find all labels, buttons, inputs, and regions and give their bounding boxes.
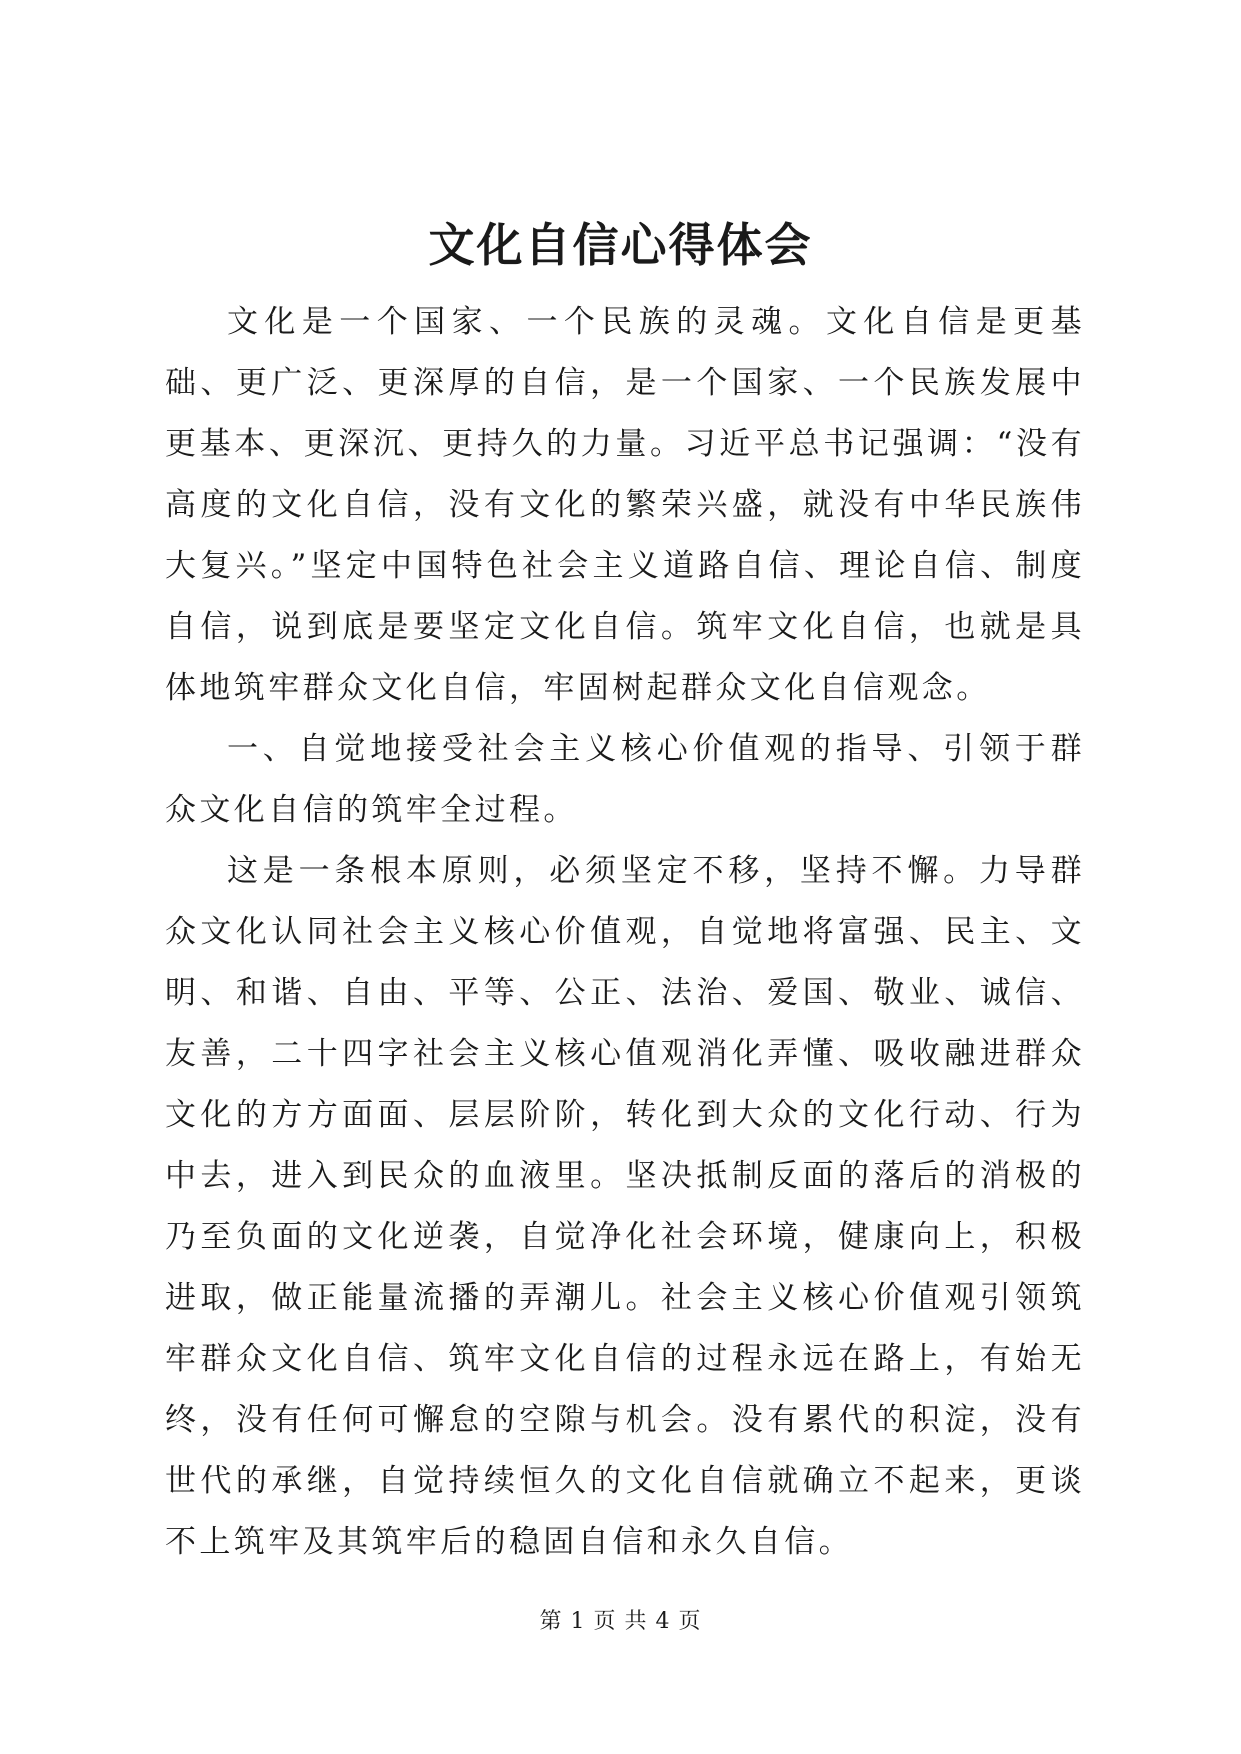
document-title: 文化自信心得体会 — [428, 218, 813, 272]
paragraph-section-body: 这是一条根本原则，必须坚定不移，坚持不懈。力导群众文化认同社会主义核心价值观，自觉地将富强、民主、文明、和谐、自由、平等、公正、法治、爱国、敬业、诚信、友善，二十四字社会主义核心值观消化弄懂、吸收融进群众文化的方方面面、层层阶阶，转化到大众的文化行动、行为中去，进入到民众的血液里。坚决抵制反面的落后的消极的乃至负面的文化逆袭，自觉净化社会环境，健康向上，积极进取，做正能量流播的弄潮儿。社会主义核心价值观引领筑牢群众文化自信、筑牢文化自信的过程永远在路上，有始无终，没有任何可懈怠的空隙与机会。没有累代的积淀，没有世代的承继，自觉持续恒久的文化自信就确立不起来，更谈不上筑牢及其筑牢后的稳固自信和永久自信。 — [165, 853, 1085, 1560]
paragraph-section-heading: 一、自觉地接受社会主义核心价值观的指导、引领于群众文化自信的筑牢全过程。 — [165, 731, 1085, 828]
paragraph-intro: 文化是一个国家、一个民族的灵魂。文化自信是更基础、更广泛、更深厚的自信，是一个国家、一个民族发展中更基本、更深沉、更持久的力量。习近平总书记强调：“没有高度的文化自信，没有文化的繁荣兴盛，就没有中华民族伟大复兴。”坚定中国特色社会主义道路自信、理论自信、制度自信，说到底是要坚定文化自信。筑牢文化自信，也就是具体地筑牢群众文化自信，牢固树起群众文化自信观念。 — [165, 304, 1085, 706]
page-footer: 第 1 页 共 4 页 — [539, 1609, 702, 1634]
document-body — [165, 292, 1085, 1573]
